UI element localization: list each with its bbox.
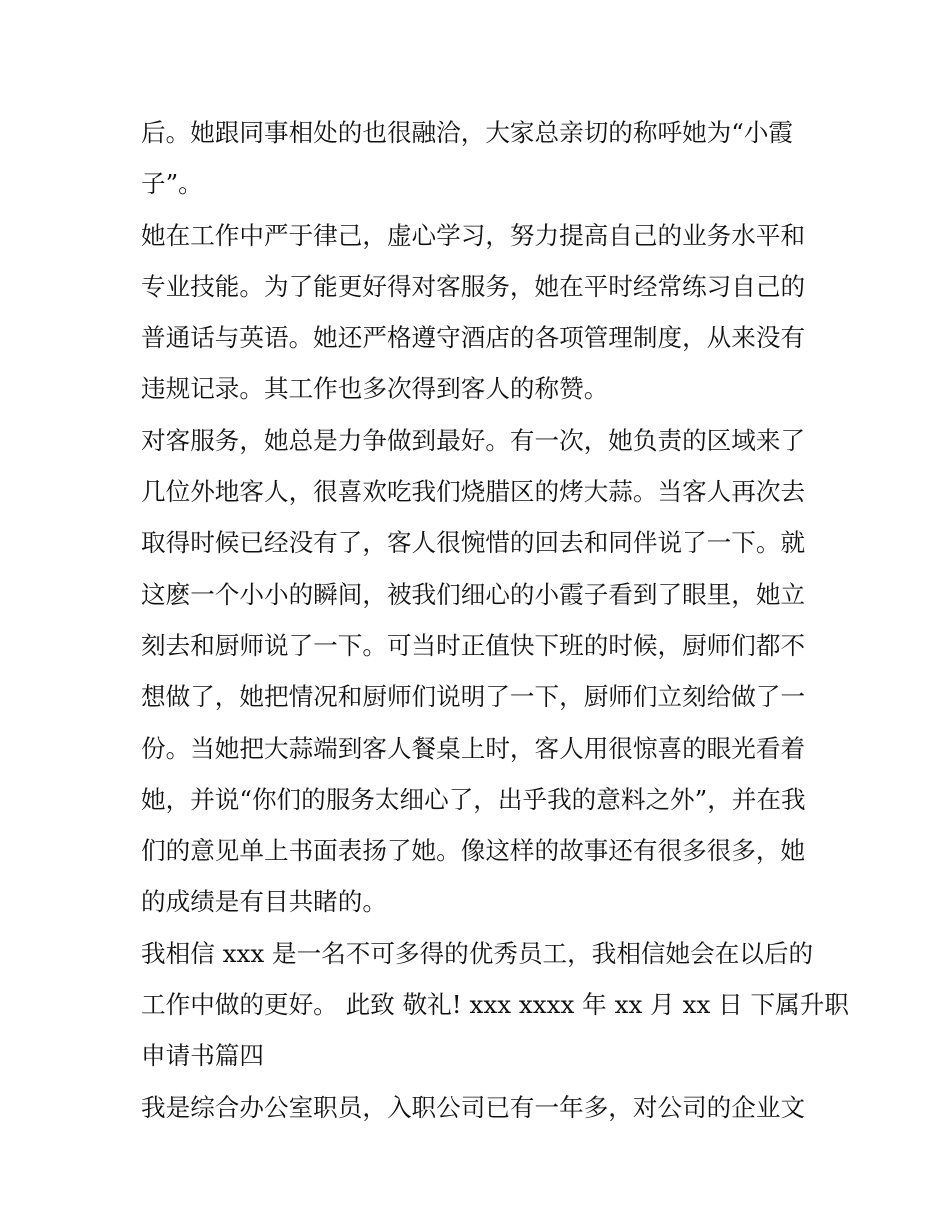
- document-body: [141, 107, 849, 1133]
- text-line: 我是综合办公室职员，入职公司已有一年多，对公司的企业文: [141, 1092, 806, 1122]
- text-line: 这麽一个小小的瞬间，被我们细心的小霞子看到了眼里，她立: [141, 579, 806, 609]
- text-line: 取得时候已经没有了，客人很惋惜的回去和同伴说了一下。就: [141, 528, 806, 558]
- text-line: 对客服务，她总是力争做到最好。有一次，她负责的区域来了: [141, 425, 806, 455]
- text-line: 违规记录。其工作也多次得到客人的称赞。: [141, 374, 609, 404]
- text-line: 想做了，她把情况和厨师们说明了一下，厨师们立刻给做了一: [141, 682, 806, 712]
- text-line: 几位外地客人，很喜欢吃我们烧腊区的烤大蒜。当客人再次去: [141, 477, 806, 507]
- text-line: 的成绩是有目共睹的。: [141, 887, 387, 917]
- text-line: 申请书篇四: [141, 1041, 264, 1071]
- text-line: 她在工作中严于律己，虚心学习，努力提高自己的业务水平和: [141, 220, 806, 250]
- text-line: 后。她跟同事相处的也很融洽，大家总亲切的称呼她为“小霞: [141, 118, 794, 147]
- text-line: 刻去和厨师说了一下。可当时正值快下班的时候，厨师们都不: [141, 630, 806, 660]
- text-line: 工作中做的更好。 此致 敬礼! xxx xxxx 年 xx 月 xx 日 下属升职: [141, 990, 849, 1020]
- text-line: 份。当她把大蒜端到客人餐桌上时，客人用很惊喜的眼光看着: [141, 733, 806, 763]
- text-line: 子”。: [141, 169, 203, 199]
- text-line: 们的意见单上书面表扬了她。像这样的故事还有很多很多，她: [141, 836, 806, 866]
- text-line: 专业技能。为了能更好得对客服务，她在平时经常练习自己的: [141, 271, 806, 301]
- text-line: 我相信 xxx 是一名不可多得的优秀员工，我相信她会在以后的: [141, 938, 814, 968]
- text-line: 普通话与英语。她还严格遵守酒店的各项管理制度，从来没有: [141, 323, 806, 353]
- text-line: 她，并说“你们的服务太细心了，出乎我的意料之外”，并在我: [141, 784, 806, 814]
